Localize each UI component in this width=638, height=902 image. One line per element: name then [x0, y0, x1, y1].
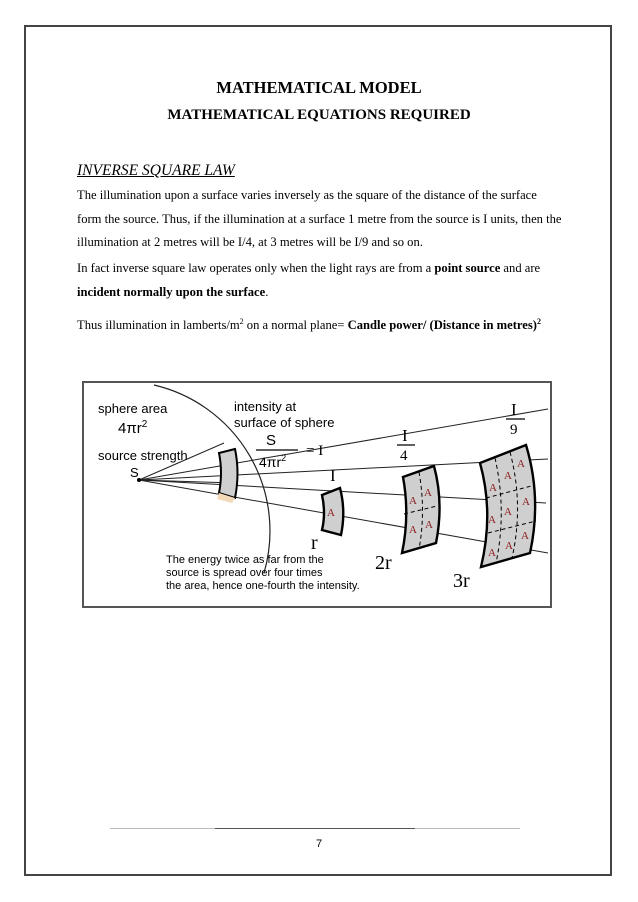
inverse-square-diagram: [82, 381, 552, 608]
caption-line: source is spread over four times: [166, 567, 323, 579]
superscript: 2: [536, 317, 541, 326]
paragraph-formula: [77, 310, 563, 338]
footer-rule-accent: [215, 828, 415, 829]
intensity-label: surface of sphere: [234, 415, 335, 430]
caption-line: the area, hence one-fourth the intensity.: [166, 580, 360, 592]
paragraph-text: and are: [500, 261, 541, 275]
area-letter: A: [424, 487, 432, 499]
area-letter: A: [504, 506, 512, 518]
bold-formula: Candle power/ (Distance in metres): [347, 318, 537, 333]
bold-term: incident normally upon the surface: [77, 284, 266, 299]
section-heading: INVERSE SQUARE LAW: [77, 162, 235, 179]
intensity-label: intensity at: [234, 399, 297, 414]
paragraph-inverse-square: The illumination upon a surface varies inversely as the square of the distance of the surface form the source. Thus, if the illumination at a surface 1 metre from the source is I units, then the illumination at 2 metres will be I/4, at 3 metres will be I/9 and so on.: [77, 188, 562, 249]
paragraph-text: .: [265, 284, 269, 299]
area-letter: A: [425, 519, 433, 531]
intensity-I4-denominator: 4: [400, 448, 408, 464]
intensity-I9-denominator: 9: [510, 422, 518, 438]
area-letter: A: [488, 547, 496, 559]
sphere-patch: [219, 449, 238, 498]
paragraph-point-source: [77, 257, 563, 304]
intensity-I4-numerator: I: [402, 426, 408, 445]
formula-denominator: $4\pi r^2$: [259, 453, 287, 470]
intensity-I-label: I: [330, 466, 336, 485]
area-letter: A: [522, 496, 530, 508]
area-letter: A: [489, 482, 497, 494]
paragraph-text: Thus illumination in lamberts/m: [77, 318, 240, 333]
formula-equals: = I: [306, 443, 324, 459]
distance-3r-label: 3r: [453, 570, 470, 592]
intensity-I9-numerator: I: [511, 400, 517, 419]
area-letter: A: [504, 470, 512, 482]
area-letter: A: [505, 540, 513, 552]
area-letter: A: [488, 514, 496, 526]
distance-r-label: r: [311, 532, 318, 554]
area-letter: A: [327, 507, 335, 519]
diagram-svg: [84, 383, 550, 606]
distance-2r-label: 2r: [375, 552, 392, 574]
source-symbol: S: [130, 465, 139, 480]
sphere-area-label: sphere area: [98, 401, 168, 416]
bold-term: point source: [434, 261, 501, 275]
paragraph-text: on a normal plane=: [243, 318, 348, 333]
page-number: 7: [315, 838, 323, 850]
area-letter: A: [521, 530, 529, 542]
area-letter: A: [409, 524, 417, 536]
area-letter: A: [409, 495, 417, 507]
page-subtitle: MATHEMATICAL EQUATIONS REQUIRED: [167, 107, 471, 123]
superscript: 2: [239, 317, 244, 326]
page-title: MATHEMATICAL MODEL: [216, 78, 422, 97]
source-strength-label: source strength: [98, 448, 188, 463]
sphere-area-formula: $4\pi r^2$: [118, 419, 148, 437]
formula-numerator: S: [266, 432, 277, 449]
caption-line: The energy twice as far from the: [166, 554, 324, 566]
paragraph-text: In fact inverse square law operates only when the light rays are from a: [77, 261, 435, 275]
area-letter: A: [517, 458, 525, 470]
